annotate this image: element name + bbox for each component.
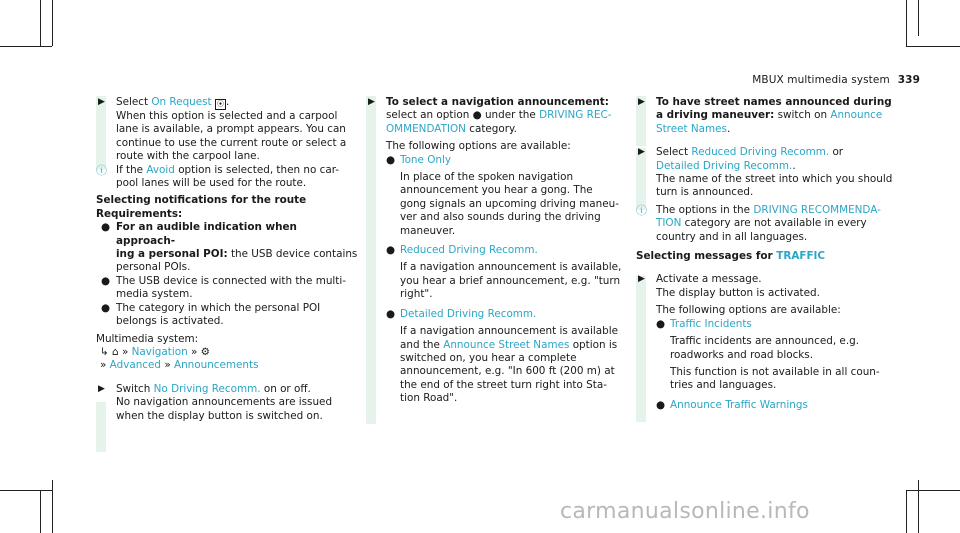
step-announce-street-names: ▶ To have street names announced during a driving maneuver: switch on Announce Street Names. bbox=[636, 96, 898, 136]
list-item bbox=[366, 244, 628, 302]
menu-path bbox=[96, 346, 358, 359]
column-middle bbox=[366, 96, 628, 406]
step-select-recomm: ▶ Select Reduced Driving Recomm. or Detailed Driving Recomm.. The name of the street into which you should turn is announced. bbox=[636, 146, 898, 200]
section-heading bbox=[636, 250, 898, 263]
path-arrow-icon: » bbox=[121, 345, 129, 358]
crop-mark bbox=[906, 0, 907, 46]
crop-mark bbox=[40, 490, 41, 533]
path-arrow-icon: » bbox=[190, 345, 198, 358]
text: This function is not available in all coun- bbox=[670, 365, 880, 378]
column-left bbox=[96, 96, 358, 423]
text: announcement you hear a gong. The bbox=[400, 184, 593, 197]
multimedia-system-label: Multimedia system: bbox=[96, 332, 199, 345]
text: ver and also sounds during the driving bbox=[400, 211, 601, 224]
text: media system. bbox=[116, 288, 193, 301]
page-number: 339 bbox=[897, 74, 920, 86]
crop-mark bbox=[0, 46, 52, 47]
text: a driving maneuver: bbox=[656, 109, 775, 122]
step-arrow-icon: ▶ bbox=[638, 147, 645, 158]
text: the end of the street turn right into Sta- bbox=[400, 378, 607, 391]
text: To have street names announced during bbox=[656, 96, 892, 108]
category-driving-recommendation: DRIVING REC- bbox=[539, 109, 612, 122]
text: switched on, you hear a complete bbox=[400, 351, 577, 364]
settings-icon: ⚙ bbox=[200, 345, 210, 358]
option-announce-street-names: Street Names bbox=[656, 122, 727, 135]
option-announce-street-names: Announce Street Names bbox=[443, 338, 570, 351]
text: under the bbox=[481, 109, 540, 122]
option-detailed-driving-recomm: Detailed Driving Recomm. bbox=[400, 307, 537, 320]
option-tone-only: Tone Only bbox=[400, 153, 452, 166]
crop-mark bbox=[52, 0, 53, 46]
option-announce-street-names: Announce bbox=[830, 109, 883, 122]
text: roadworks and road blocks. bbox=[670, 348, 814, 361]
text: option is selected, then no car- bbox=[174, 163, 340, 176]
requirements-label: Requirements: bbox=[96, 207, 183, 220]
option-traffic-incidents: Traffic Incidents bbox=[670, 317, 752, 330]
text: category. bbox=[465, 122, 517, 135]
bullet-icon: ● bbox=[386, 244, 396, 257]
text: switch on bbox=[774, 109, 831, 122]
text: Select bbox=[656, 146, 692, 159]
step-no-driving-recomm bbox=[96, 383, 358, 423]
option-detailed-driving-recomm: Detailed Driving Recomm. bbox=[656, 159, 793, 172]
text: To select a navigation announcement: bbox=[386, 96, 609, 108]
text: The options in the bbox=[656, 203, 754, 216]
step-activate-message bbox=[636, 273, 898, 317]
text: ing a personal POI: bbox=[116, 248, 228, 261]
text: country and in all languages. bbox=[656, 230, 808, 243]
bullet-icon: ● bbox=[656, 317, 666, 330]
text: personal POIs. bbox=[116, 261, 191, 274]
info-icon: ⓘ bbox=[636, 203, 647, 217]
crop-mark bbox=[906, 490, 907, 533]
text: when the display button is switched on. bbox=[116, 409, 323, 422]
text: pool lanes will be used for the route. bbox=[116, 177, 307, 190]
list-item bbox=[366, 308, 628, 406]
crop-mark bbox=[40, 0, 41, 46]
text: the USB device contains bbox=[227, 248, 358, 261]
option-reduced-driving-recomm: Reduced Driving Recomm. bbox=[691, 146, 830, 159]
path-announcements: Announcements bbox=[173, 359, 259, 372]
step-select-announcement bbox=[366, 96, 628, 154]
category-traffic: TRAFFIC bbox=[776, 250, 826, 263]
text: The category in which the personal POI bbox=[116, 301, 321, 314]
text: and the bbox=[400, 338, 444, 351]
step-arrow-icon: ▶ bbox=[98, 383, 105, 394]
text: The name of the street into which you should bbox=[656, 173, 893, 186]
text: Traffic incidents are announced, e.g. bbox=[670, 335, 860, 348]
bullet-icon: ● bbox=[386, 307, 396, 320]
text: For an audible indication when approach- bbox=[116, 221, 297, 247]
step-arrow-icon: ▶ bbox=[98, 97, 105, 107]
list-item bbox=[366, 154, 628, 238]
text: Activate a message. bbox=[656, 273, 762, 286]
text: continue to use the current route or select a bbox=[116, 136, 347, 149]
crop-mark bbox=[0, 490, 52, 491]
text: Selecting messages for bbox=[636, 250, 777, 263]
text: If a navigation announcement is available, bbox=[400, 261, 622, 274]
info-icon: ⓘ bbox=[96, 163, 107, 177]
list-item bbox=[96, 275, 358, 302]
text: tion Road". bbox=[400, 392, 458, 405]
note-availability bbox=[636, 204, 898, 244]
home-icon: ⌂ bbox=[112, 345, 119, 358]
text: The following options are available: bbox=[656, 304, 841, 317]
bullet-icon: ● bbox=[101, 301, 111, 314]
text: tries and languages. bbox=[670, 379, 777, 392]
path-arrow-icon: » bbox=[100, 359, 107, 372]
note-avoid bbox=[96, 164, 358, 191]
text: announcement, e.g. "In 600 ft (200 m) at bbox=[400, 365, 615, 378]
text: gong signals an upcoming driving maneu- bbox=[400, 197, 619, 210]
column-right bbox=[636, 96, 898, 412]
text: route with the carpool lane. bbox=[116, 150, 260, 163]
category-driving-recommendation: DRIVING RECOMMENDA- bbox=[753, 203, 881, 216]
bullet-icon: ● bbox=[101, 274, 111, 287]
text: The display button is activated. bbox=[656, 286, 820, 299]
path-navigation: Navigation bbox=[131, 345, 188, 358]
text: or bbox=[829, 146, 844, 159]
bullet-icon: ● bbox=[386, 153, 396, 166]
step-arrow-icon: ▶ bbox=[368, 97, 375, 107]
bullet-icon: ● bbox=[656, 398, 666, 411]
list-item bbox=[96, 221, 358, 275]
option-reduced-driving-recomm: Reduced Driving Recomm. bbox=[400, 244, 538, 257]
text: you hear a brief announcement, e.g. "turn bbox=[400, 274, 621, 287]
list-item bbox=[96, 302, 358, 329]
crop-mark bbox=[918, 0, 919, 36]
text: turn is announced. bbox=[656, 186, 754, 199]
text: lane is available, a prompt appears. You can bbox=[116, 123, 346, 136]
page-header-title: MBUX multimedia system bbox=[752, 74, 890, 86]
category-driving-recommendation: TION bbox=[656, 217, 682, 230]
text: Select bbox=[116, 96, 152, 108]
text: maneuver. bbox=[400, 224, 456, 237]
text: right". bbox=[400, 288, 433, 301]
radio-selected-icon: ⦿ bbox=[216, 100, 224, 108]
menu-path bbox=[96, 359, 358, 372]
radio-icon: ● bbox=[472, 109, 482, 122]
text: Switch bbox=[116, 382, 154, 395]
bullet-icon: ● bbox=[101, 221, 111, 234]
text: The following options are available: bbox=[386, 140, 571, 153]
option-announce-traffic-warnings: Announce Traffic Warnings bbox=[670, 398, 808, 411]
section-heading: Selecting notifications for the route bbox=[96, 194, 307, 207]
text: category are not available in every bbox=[681, 217, 867, 230]
page-header bbox=[752, 74, 920, 87]
option-avoid: Avoid bbox=[146, 163, 175, 176]
text: on or off. bbox=[260, 382, 311, 395]
text: If the bbox=[116, 163, 147, 176]
crop-mark bbox=[52, 480, 53, 533]
step-arrow-icon: ▶ bbox=[638, 274, 645, 285]
text: If a navigation announcement is available bbox=[400, 325, 619, 338]
list-item bbox=[636, 318, 898, 393]
text: select an option bbox=[386, 109, 473, 122]
text: belongs is activated. bbox=[116, 315, 224, 328]
text: No navigation announcements are issued bbox=[116, 396, 333, 409]
text: option is bbox=[569, 338, 618, 351]
path-arrow-icon: » bbox=[164, 359, 171, 372]
crop-mark bbox=[906, 490, 960, 491]
path-advanced: Advanced bbox=[109, 359, 161, 372]
list-item bbox=[636, 399, 898, 412]
step-on-request: ▶ Select On Request ⦿ . When this option is selected and a carpool lane is available, a prompt appears. You can continue to use the current route or select a route with the carpool lane. bbox=[96, 96, 358, 164]
category-driving-recommendation: OMMENDATION bbox=[386, 122, 466, 135]
path-start-icon: ↳ bbox=[100, 345, 109, 358]
watermark: carmanualsonline.info bbox=[560, 499, 810, 524]
option-no-driving-recomm: No Driving Recomm. bbox=[153, 382, 261, 395]
text: In place of the spoken navigation bbox=[400, 171, 574, 184]
text: When this option is selected and a carpool bbox=[116, 110, 338, 122]
step-arrow-icon: ▶ bbox=[638, 97, 645, 107]
crop-mark bbox=[906, 46, 960, 47]
text: The USB device is connected with the multi- bbox=[116, 274, 347, 287]
crop-mark bbox=[918, 480, 919, 533]
option-on-request: On Request bbox=[151, 96, 212, 108]
